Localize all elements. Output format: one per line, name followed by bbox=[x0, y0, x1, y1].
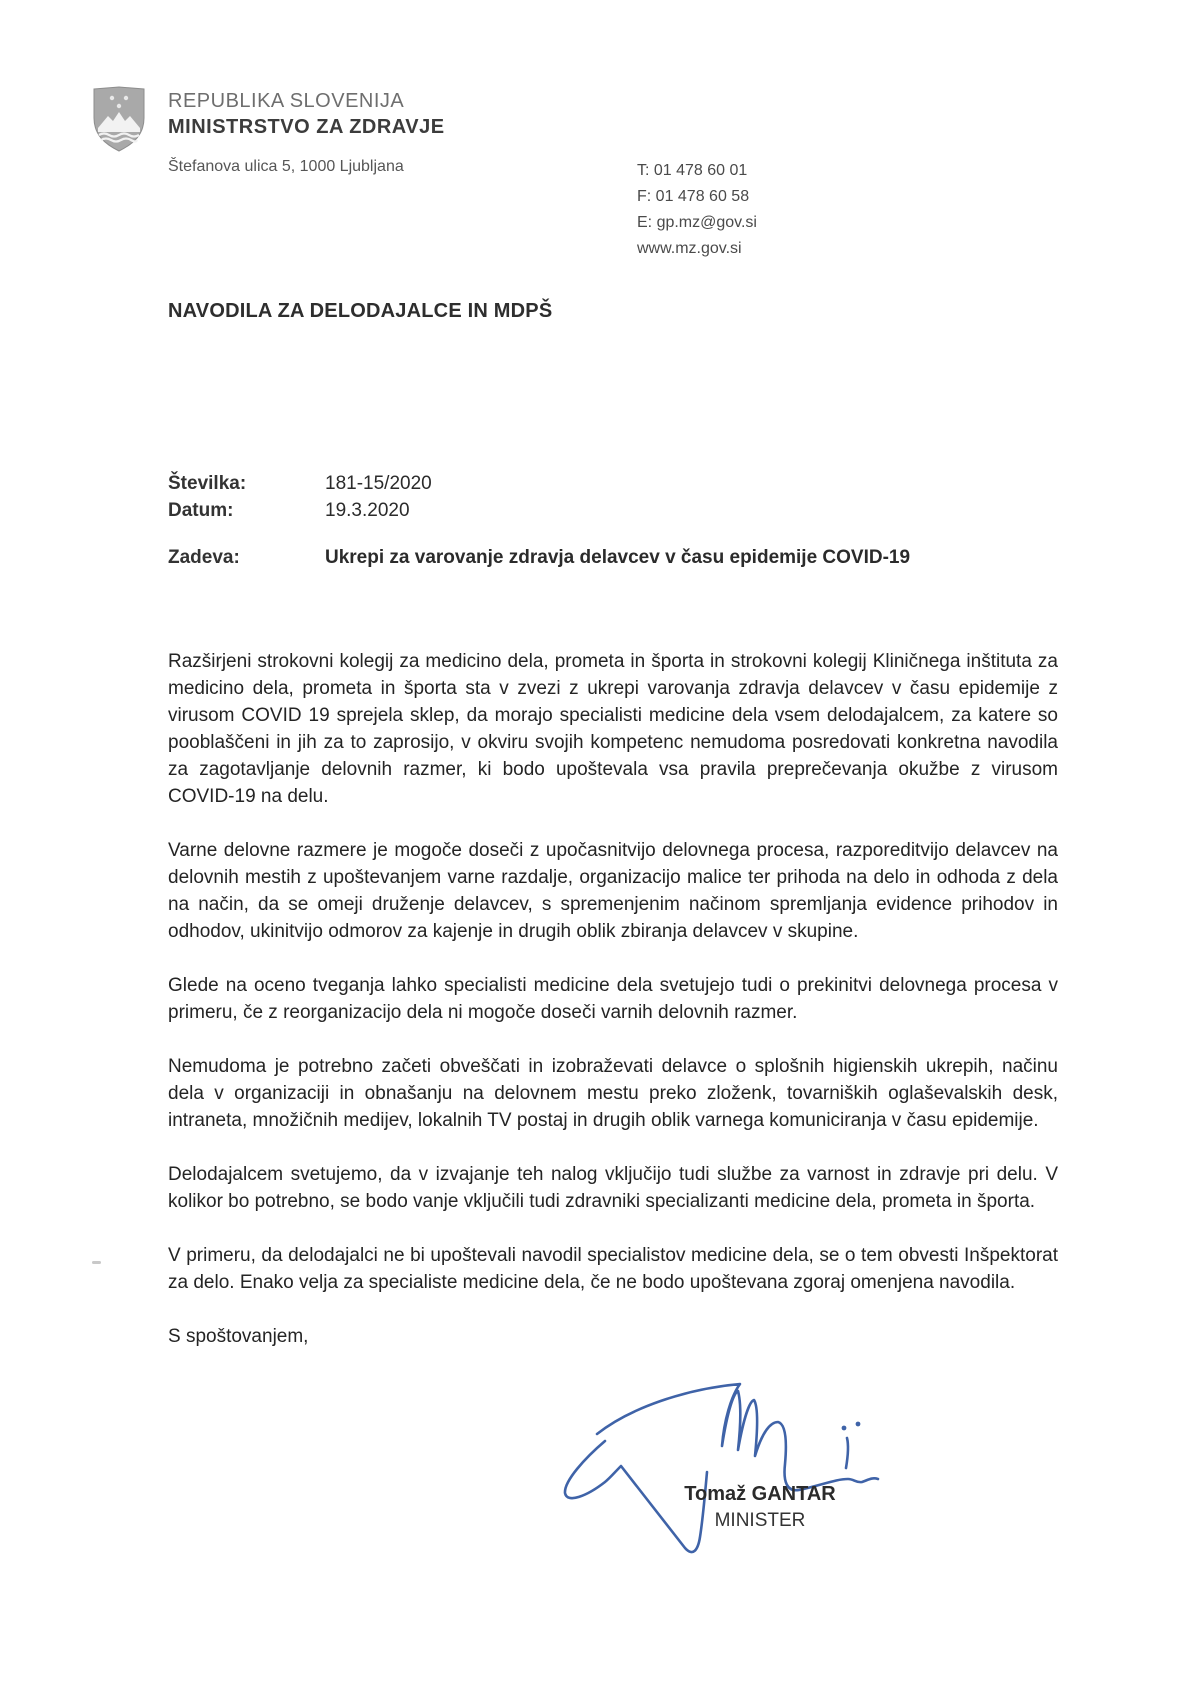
republic-name: REPUBLIKA SLOVENIJA bbox=[168, 90, 405, 112]
meta-number-row bbox=[168, 470, 910, 497]
ministry-name: MINISTRSTVO ZA ZDRAVJE bbox=[168, 116, 445, 138]
meta-subject-row bbox=[168, 544, 910, 571]
date-value: 19.3.2020 bbox=[325, 500, 410, 521]
closing-salutation: S spoštovanjem, bbox=[168, 1326, 309, 1347]
paragraph: Varne delovne razmere je mogoče doseči z upočasnitvijo delovnega procesa, razporeditvijo delavcev na delovnih mestih z upoštevanjem varne razdalje, organizacijo malice ter prihoda na delo in odhoda z dela na način, da se omeji druženje delavcev, s spremenjenim načinom spremljanja evidence prihodov in odhodov, ukinitvijo odmorov za kajenje in drugih oblik zbiranja delavcev v skupine. bbox=[168, 840, 1058, 942]
meta-date-row bbox=[168, 497, 910, 524]
letterhead bbox=[168, 88, 445, 140]
number-value: 181-15/2020 bbox=[325, 473, 432, 494]
paragraph: V primeru, da delodajalci ne bi upoštevali navodil specialistov medicine dela, se o tem obvesti Inšpektorat za delo. Enako velja za specialiste medicine dela, če ne bodo upoštevana zgoraj omenjena navodila. bbox=[168, 1245, 1058, 1293]
meta-block bbox=[168, 470, 910, 571]
paragraph: Razširjeni strokovni kolegij za medicino dela, prometa in športa in strokovni kolegij Kliničnega inštituta za medicino dela, prometa in športa sta v zvezi z ukrepi varovanja zdravja delavcev v času epidemije z virusom COVID 19 sprejela sklep, da morajo specialisti medicine dela vsem delodajalcem, za katere so pooblaščeni in jih za to zaprosijo, v okviru svojih kompetenc nemudoma posredovati konkretna navodila za zagotavljanje delovnih razmer, ki bodo upoštevala vsa pravila preprečevanja okužbe z virusom COVID-19 na delu. bbox=[168, 651, 1058, 807]
handwritten-signature bbox=[535, 1296, 887, 1584]
signer-name: Tomaž GANTAR bbox=[684, 1483, 836, 1505]
signature-block bbox=[620, 1483, 900, 1532]
paragraph: Delodajalcem svetujemo, da v izvajanje teh nalog vključijo tudi službe za varnost in zdravje pri delu. V kolikor bo potrebno, se bodo vanje vključili tudi zdravniki specializanti medicine dela, prometa in športa. bbox=[168, 1164, 1058, 1212]
contact-fax: F: 01 478 60 58 bbox=[637, 188, 750, 205]
contact-phone: T: 01 478 60 01 bbox=[637, 162, 748, 179]
subject-label: Zadeva: bbox=[168, 547, 240, 568]
document-title: NAVODILA ZA DELODAJALCE IN MDPŠ bbox=[168, 300, 553, 322]
date-label: Datum: bbox=[168, 500, 234, 521]
contact-block bbox=[637, 158, 757, 262]
letter-body bbox=[168, 648, 1058, 1377]
paragraph: Nemudoma je potrebno začeti obveščati in izobraževati delavce o splošnih higienskih ukrepih, načinu dela v organizaciji in obnašanju na delovnem mestu preko zloženk, tovarniških oglaševalskih desk, intraneta, množičnih medijev, lokalnih TV postaj in drugih oblik varnega komuniciranja v času epidemije. bbox=[168, 1056, 1058, 1131]
number-label: Številka: bbox=[168, 473, 247, 494]
subject-value: Ukrepi za varovanje zdravja delavcev v času epidemije COVID-19 bbox=[325, 547, 911, 568]
ministry-address: Štefanova ulica 5, 1000 Ljubljana bbox=[168, 158, 404, 175]
slovenia-coat-of-arms-icon bbox=[88, 86, 150, 152]
contact-email: E: gp.mz@gov.si bbox=[637, 214, 757, 231]
signer-title: MINISTER bbox=[714, 1510, 806, 1531]
scan-artifact bbox=[92, 1261, 101, 1264]
contact-website: www.mz.gov.si bbox=[637, 240, 742, 257]
paragraph: Glede na oceno tveganja lahko specialisti medicine dela svetujejo tudi o prekinitvi delovnega procesa v primeru, če z reorganizacijo dela ni mogoče doseči varnih delovnih razmer. bbox=[168, 975, 1058, 1023]
